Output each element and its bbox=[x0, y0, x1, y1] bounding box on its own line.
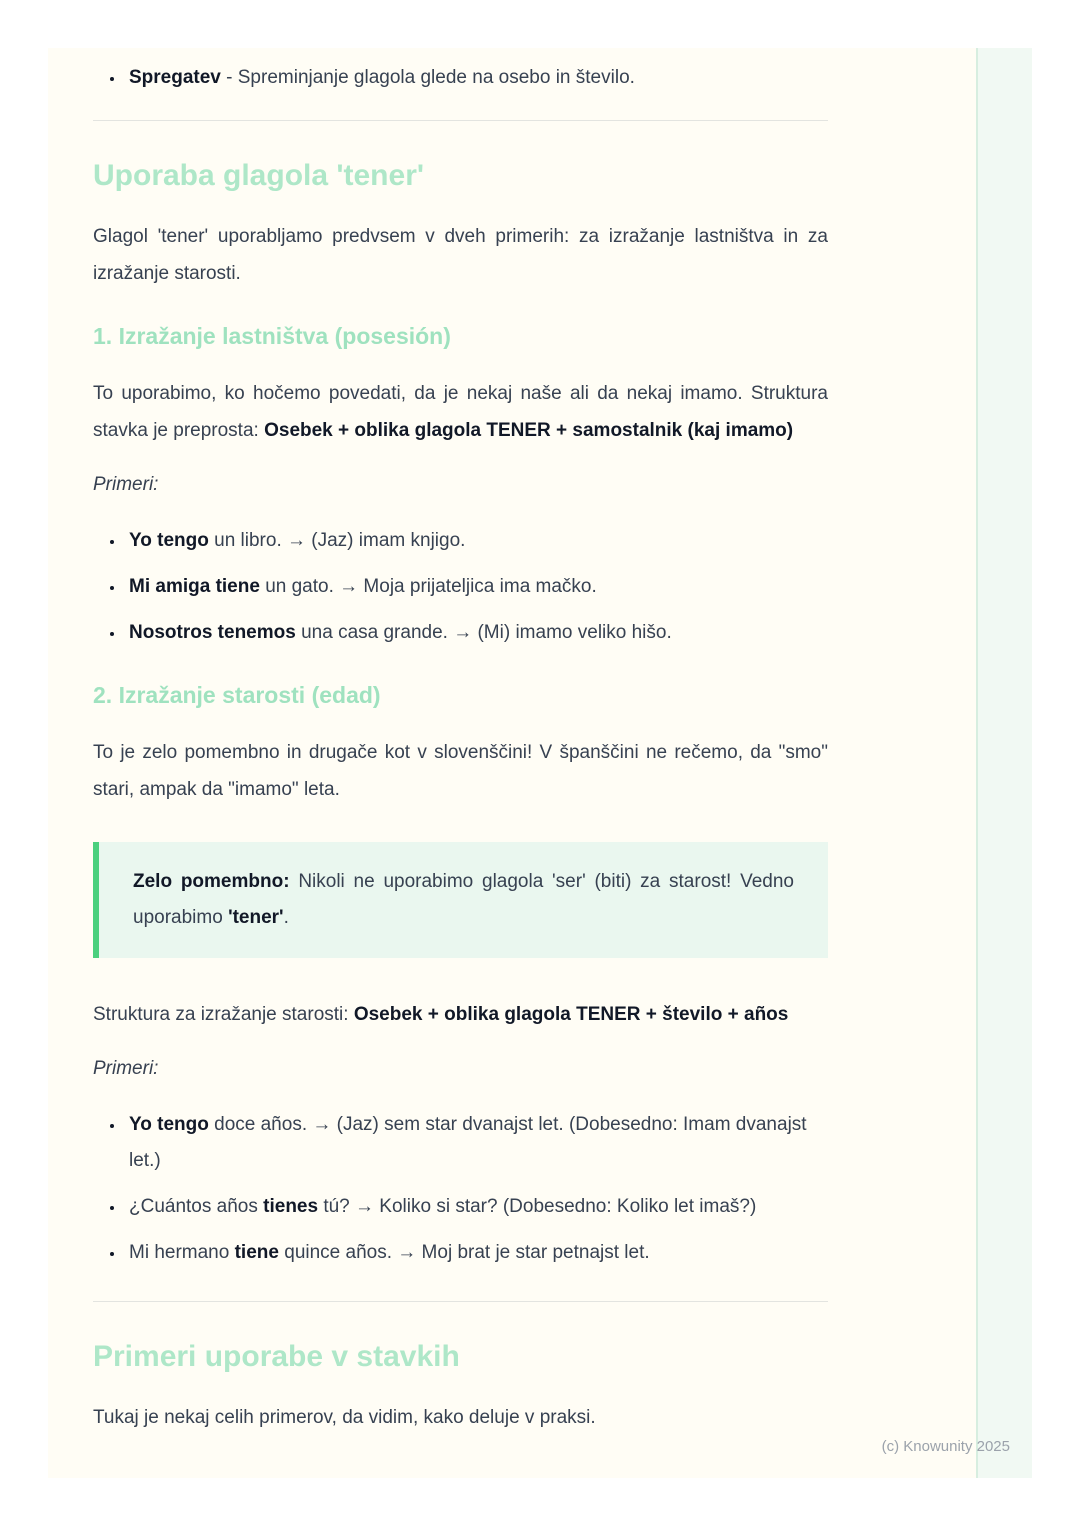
possession-body-paragraph: To uporabimo, ko hočemo povedati, da je nekaj naše ali da nekaj imamo. Struktura stavka je preprosta: Osebek + oblika glagola TENER + samostalnik (kaj imamo) bbox=[93, 383, 828, 441]
section-heading-sentence-examples: Primeri uporabe v stavkih bbox=[93, 1340, 460, 1373]
copyright-notice: (c) Knowunity 2025 bbox=[881, 1438, 1010, 1455]
section-divider bbox=[93, 1301, 828, 1302]
callout-text: Zelo pomembno: Nikoli ne uporabimo glagola 'ser' (biti) za starost! Vedno uporabimo 'tener'. bbox=[133, 871, 794, 928]
section-divider bbox=[93, 120, 828, 121]
document-content bbox=[93, 48, 828, 1436]
list-item: • Nosotros tenemos una casa grande. → (Mi) imamo veliko hišo. bbox=[125, 615, 828, 651]
document-page bbox=[48, 48, 1032, 1478]
usage-intro-paragraph: Glagol 'tener' uporabljamo predvsem v dveh primerih: za izražanje lastništva in za izražanje starosti. bbox=[93, 226, 828, 284]
important-callout bbox=[93, 842, 828, 958]
subheading-age: 2. Izražanje starosti (edad) bbox=[93, 682, 381, 708]
list-item: • Spregatev - Spreminjanje glagola glede na osebo in število. bbox=[125, 60, 828, 96]
age-body-paragraph: To je zelo pomembno in drugače kot v slovenščini! V španščini ne rečemo, da "smo" stari, ampak da "imamo" leta. bbox=[93, 742, 828, 800]
subheading-possession: 1. Izražanje lastništva (posesión) bbox=[93, 323, 451, 349]
age-structure-paragraph: Struktura za izražanje starosti: Osebek + oblika glagola TENER + število + años bbox=[93, 1004, 789, 1025]
age-example-list bbox=[93, 1107, 828, 1271]
examples-label: Primeri: bbox=[93, 474, 159, 495]
list-item: • Mi amiga tiene un gato. → Moja prijateljica ima mačko. bbox=[125, 569, 828, 605]
list-item: • Mi hermano tiene quince años. → Moj brat je star petnajst let. bbox=[125, 1235, 828, 1271]
page-edge-strip bbox=[976, 48, 1032, 1478]
examples-label: Primeri: bbox=[93, 1058, 159, 1079]
list-item: • ¿Cuántos años tienes tú? → Koliko si star? (Dobesedno: Koliko let imaš?) bbox=[125, 1189, 828, 1225]
intro-bullet-list bbox=[93, 60, 828, 96]
list-item: • Yo tengo un libro. → (Jaz) imam knjigo. bbox=[125, 523, 828, 559]
possession-example-list bbox=[93, 523, 828, 651]
sentence-examples-intro-paragraph: Tukaj je nekaj celih primerov, da vidim, kako deluje v praksi. bbox=[93, 1407, 596, 1428]
list-item: • Yo tengo doce años. → (Jaz) sem star dvanajst let. (Dobesedno: Imam dvanajst let.) bbox=[125, 1107, 828, 1179]
section-heading-usage: Uporaba glagola 'tener' bbox=[93, 159, 424, 192]
